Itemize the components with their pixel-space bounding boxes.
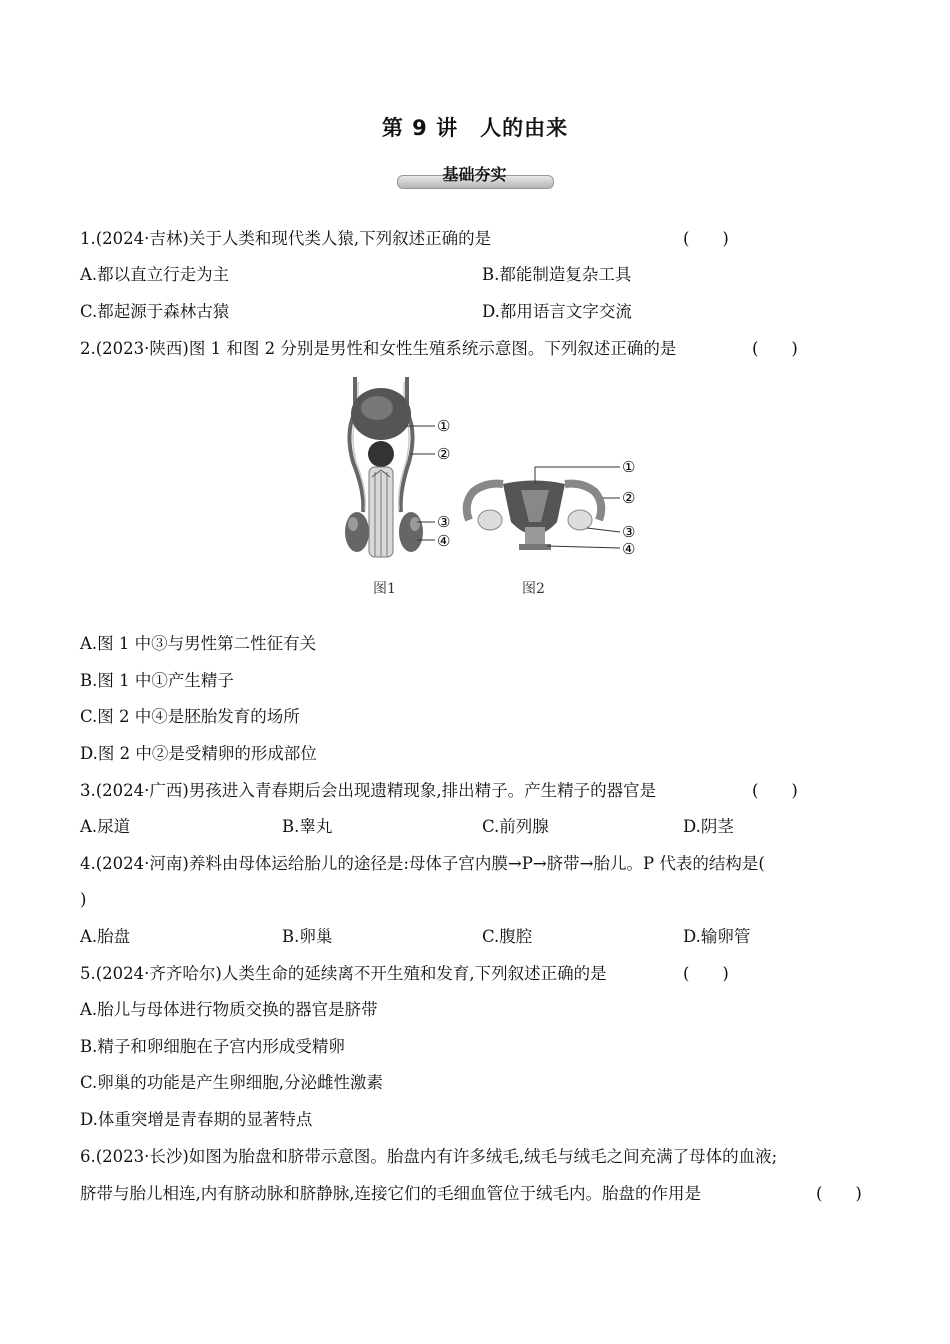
male-system-diagram [345,377,435,557]
q2-stem: 2.(2023·陕西)图 1 和图 2 分别是男性和女性生殖系统示意图。下列叙述正确的是 [80,339,677,358]
section-header [397,162,552,190]
q4-stem: 4.(2024·河南)养料由母体运给胎儿的途径是:母体子宫内膜→P→脐带→胎儿。P 代表的结构是( [80,854,765,873]
q3-option-a: A.尿道 [80,817,131,836]
q6-stem-line1: 6.(2023·长沙)如图为胎盘和脐带示意图。胎盘内有许多绒毛,绒毛与绒毛之间充满了母体的血液; [80,1147,778,1166]
fig1-label-2: ② [437,445,451,463]
q4-option-c: C.腹腔 [482,927,533,946]
fig2-label-1: ① [622,458,636,476]
q5-option-d: D.体重突增是青春期的显著特点 [80,1110,313,1129]
q3-option-d: D.阴茎 [683,817,734,836]
q4-option-b: B.卵巢 [282,927,333,946]
fig1-caption: 图1 [373,581,396,597]
female-system-diagram [467,467,620,550]
fig2-label-4: ④ [622,540,636,558]
fig2-label-2: ② [622,489,636,507]
q5-stem: 5.(2024·齐齐哈尔)人类生命的延续离不开生殖和发育,下列叙述正确的是 [80,964,607,983]
fig2-label-3: ③ [622,523,636,541]
q3-stem: 3.(2024·广西)男孩进入青春期后会出现遗精现象,排出精子。产生精子的器官是 [80,781,657,800]
q2-option-a: A.图 1 中③与男性第二性征有关 [80,634,317,653]
q2-option-d: D.图 2 中②是受精卵的形成部位 [80,744,317,763]
q1-option-b: B.都能制造复杂工具 [482,265,632,284]
fig2-caption: 图2 [522,581,545,597]
q1-answer-paren: ( ) [683,229,729,248]
q5-answer-paren: ( ) [683,964,729,983]
q2-option-b: B.图 1 中①产生精子 [80,671,234,690]
section-label: 基础夯实 [442,165,507,184]
fig1-label-4: ④ [437,532,451,550]
q1-option-a: A.都以直立行走为主 [80,265,230,284]
q3-answer-paren: ( ) [752,781,798,800]
q2-answer-paren: ( ) [752,339,798,358]
q3-option-b: B.睾丸 [282,817,333,836]
fig1-label-1: ① [437,417,451,435]
q5-option-b: B.精子和卵细胞在子宫内形成受精卵 [80,1037,345,1056]
page-title: 第 9 讲 人的由来 [381,116,569,140]
q1-stem: 1.(2024·吉林)关于人类和现代类人猿,下列叙述正确的是 [80,229,492,248]
q6-answer-paren: ( ) [816,1184,862,1203]
reproductive-system-figure [325,372,645,602]
q5-option-a: A.胎儿与母体进行物质交换的器官是脐带 [80,1000,378,1019]
q1-option-d: D.都用语言文字交流 [482,302,632,321]
q6-stem-line2: 脐带与胎儿相连,内有脐动脉和脐静脉,连接它们的毛细血管位于绒毛内。胎盘的作用是 [80,1184,701,1203]
q4-option-a: A.胎盘 [80,927,131,946]
q3-option-c: C.前列腺 [482,817,549,836]
fig1-label-3: ③ [437,513,451,531]
q4-option-d: D.输卵管 [683,927,751,946]
q1-option-c: C.都起源于森林古猿 [80,302,230,321]
q2-option-c: C.图 2 中④是胚胎发育的场所 [80,707,300,726]
q4-stem-tail: ) [80,890,87,909]
q5-option-c: C.卵巢的功能是产生卵细胞,分泌雌性激素 [80,1073,384,1092]
figure-drawing [325,372,645,602]
